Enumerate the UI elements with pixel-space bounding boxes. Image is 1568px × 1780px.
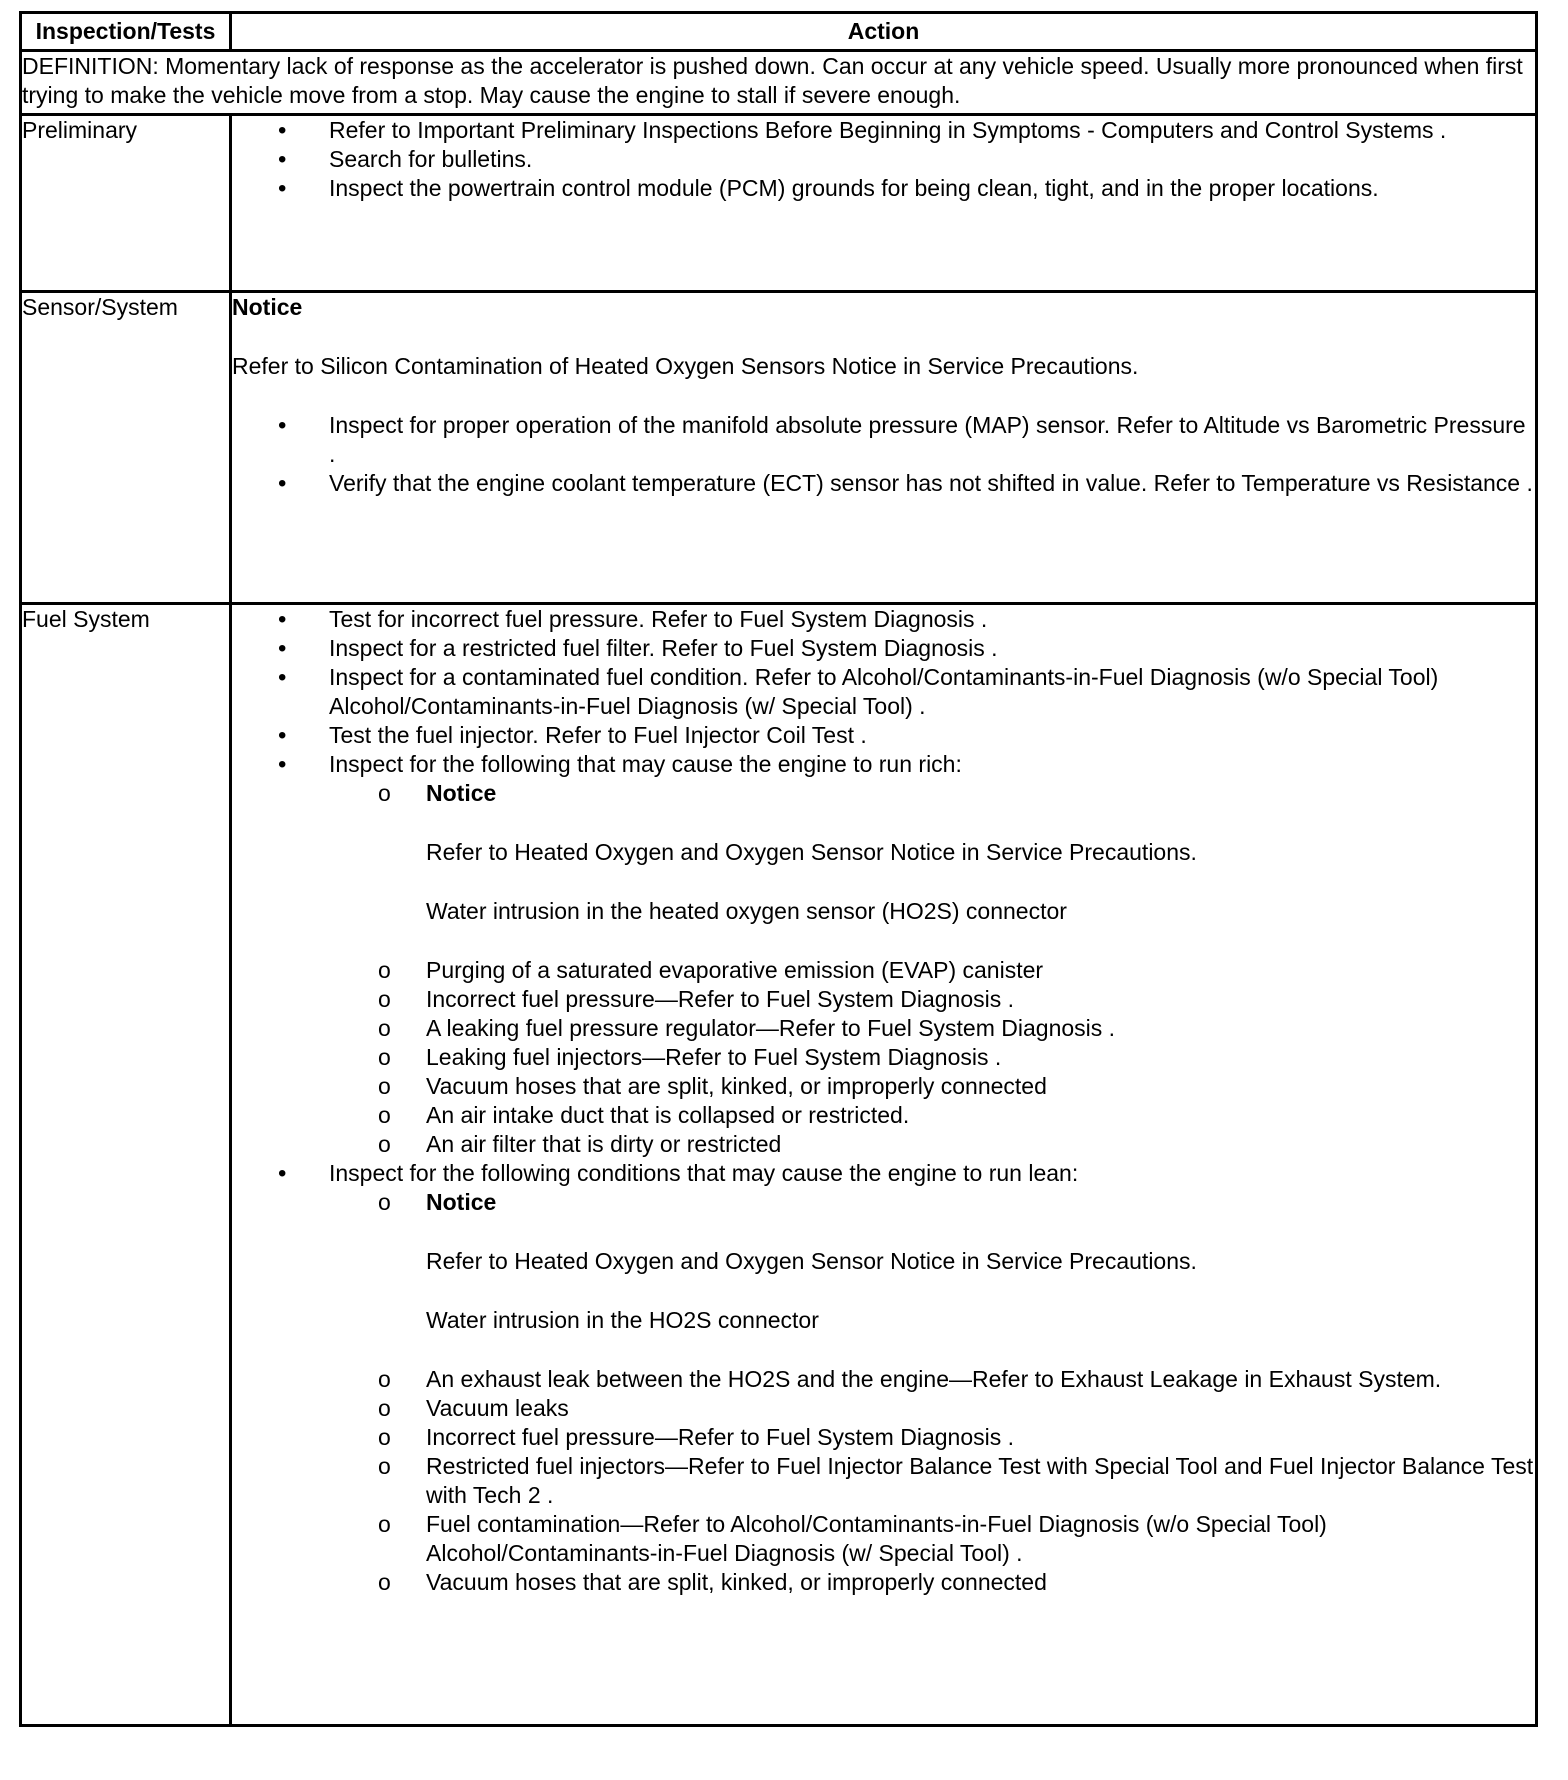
sensor-system-actions: [231, 292, 1537, 604]
preliminary-actions: [231, 115, 1537, 292]
header-row: [21, 13, 1537, 51]
list-item: • Inspect the powertrain control module (PCM) grounds for being clean, tight, and in the proper locations.: [329, 174, 1535, 203]
list-item: o Leaking fuel injectors—Refer to Fuel System Diagnosis .: [426, 1043, 1535, 1072]
lean-intro: Inspect for the following conditions that may cause the engine to run lean:: [329, 1160, 1079, 1186]
lean-notice-item-text: Water intrusion in the HO2S connector: [426, 1307, 819, 1333]
definition-row: [21, 51, 1537, 115]
rich-intro: Inspect for the following that may cause the engine to run rich:: [329, 751, 962, 777]
list-item: o Incorrect fuel pressure—Refer to Fuel System Diagnosis .: [426, 985, 1535, 1014]
list-item: o Vacuum leaks: [426, 1394, 1535, 1423]
list-item: o An air filter that is dirty or restricted: [426, 1130, 1535, 1159]
list-item: o An air intake duct that is collapsed or restricted.: [426, 1101, 1535, 1130]
list-item: • Test for incorrect fuel pressure. Refer to Fuel System Diagnosis .: [329, 605, 1535, 634]
rich-notice-item: [426, 779, 1535, 956]
rich-notice-text: Refer to Heated Oxygen and Oxygen Sensor Notice in Service Precautions.: [426, 839, 1197, 865]
list-item: o An exhaust leak between the HO2S and the engine—Refer to Exhaust Leakage in Exhaust System.: [426, 1365, 1535, 1394]
list-item: • Test the fuel injector. Refer to Fuel Injector Coil Test .: [329, 721, 1535, 750]
list-item: o Vacuum hoses that are split, kinked, or improperly connected: [426, 1072, 1535, 1101]
lean-notice-title: Notice: [426, 1189, 497, 1215]
list-item: o Incorrect fuel pressure—Refer to Fuel System Diagnosis .: [426, 1423, 1535, 1452]
list-item: o Fuel contamination—Refer to Alcohol/Contaminants-in-Fuel Diagnosis (w/o Special Tool) Alcohol/Contaminants-in-Fuel Diagnosis (w/ Special Tool) .: [426, 1510, 1535, 1568]
lean-sublist: [329, 1188, 1535, 1597]
header-inspection-tests: Inspection/Tests: [21, 13, 231, 51]
list-item: • Inspect for a restricted fuel filter. Refer to Fuel System Diagnosis .: [329, 634, 1535, 663]
sensor-notice-title: Notice: [232, 294, 303, 320]
header-action: Action: [231, 13, 1537, 51]
list-item: o Restricted fuel injectors—Refer to Fuel Injector Balance Test with Special Tool and Fuel Injector Balance Test with Tech 2 .: [426, 1452, 1535, 1510]
sensor-notice-text: Refer to Silicon Contamination of Heated Oxygen Sensors Notice in Service Precautions.: [232, 353, 1139, 379]
rich-sublist: [329, 779, 1535, 1159]
preliminary-list: [232, 116, 1535, 203]
preliminary-row: [21, 115, 1537, 292]
list-item: • Refer to Important Preliminary Inspections Before Beginning in Symptoms - Computers and Control Systems .: [329, 116, 1535, 145]
definition-text: DEFINITION: Momentary lack of response as the accelerator is pushed down. Can occur at any vehicle speed. Usually more pronounced when first trying to make the vehicle move from a stop. May cause the engine to stall if severe enough.: [21, 51, 1537, 115]
lean-notice-text: Refer to Heated Oxygen and Oxygen Sensor Notice in Service Precautions.: [426, 1248, 1197, 1274]
diagnostic-table: [19, 11, 1538, 1727]
list-item: • Inspect for a contaminated fuel condition. Refer to Alcohol/Contaminants-in-Fuel Diagnosis (w/o Special Tool) Alcohol/Contaminants-in-Fuel Diagnosis (w/ Special Tool) .: [329, 663, 1535, 721]
fuel-system-label: Fuel System: [21, 604, 231, 1726]
list-item: o Vacuum hoses that are split, kinked, or improperly connected: [426, 1568, 1535, 1597]
list-item: o Purging of a saturated evaporative emission (EVAP) canister: [426, 956, 1535, 985]
rich-notice-item-text: Water intrusion in the heated oxygen sensor (HO2S) connector: [426, 898, 1067, 924]
list-item: o A leaking fuel pressure regulator—Refer to Fuel System Diagnosis .: [426, 1014, 1535, 1043]
lean-notice-item: [426, 1188, 1535, 1365]
fuel-system-actions: [231, 604, 1537, 1726]
list-item: • Inspect for proper operation of the manifold absolute pressure (MAP) sensor. Refer to Altitude vs Barometric Pressure .: [329, 411, 1535, 469]
fuel-system-row: [21, 604, 1537, 1726]
lean-conditions-item: [329, 1159, 1535, 1597]
list-item: • Verify that the engine coolant temperature (ECT) sensor has not shifted in value. Refer to Temperature vs Resistance .: [329, 469, 1535, 498]
sensor-system-label: Sensor/System: [21, 292, 231, 604]
rich-conditions-item: [329, 750, 1535, 1159]
preliminary-label: Preliminary: [21, 115, 231, 292]
list-item: • Search for bulletins.: [329, 145, 1535, 174]
fuel-list: [232, 605, 1535, 1597]
sensor-list: [232, 411, 1535, 498]
rich-notice-title: Notice: [426, 780, 497, 806]
sensor-system-row: [21, 292, 1537, 604]
